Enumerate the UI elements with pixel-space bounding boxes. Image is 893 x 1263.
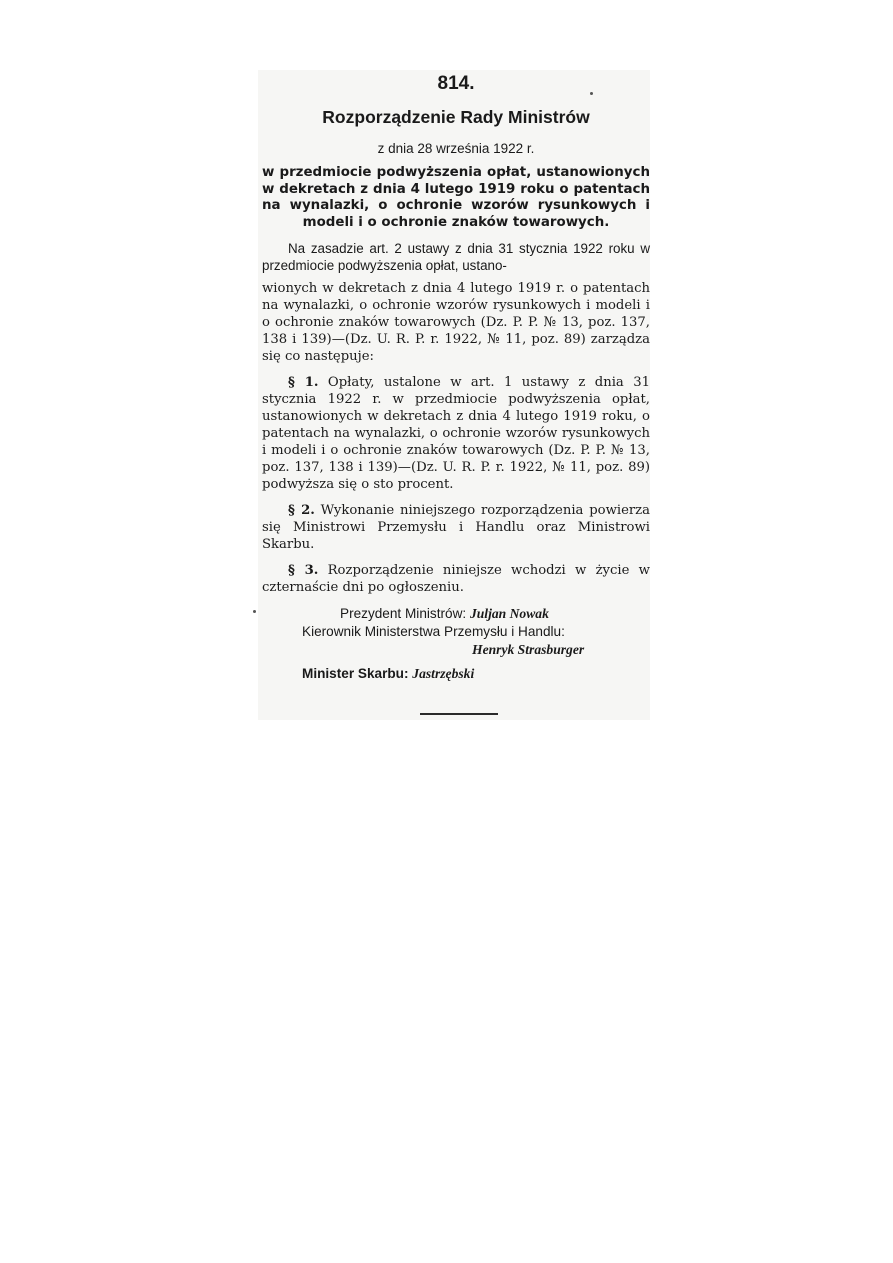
preamble-first-line: Na zasadzie art. 2 ustawy z dnia 31 stycznia 1922 roku w przedmiocie podwyższenia opłat, ustano- (262, 241, 650, 273)
section-2 (262, 502, 650, 553)
document-title: Rozporządzenie Rady Ministrów (322, 107, 590, 127)
signatures-block (262, 605, 650, 683)
document-number: 814. (437, 73, 475, 94)
document-date: z dnia 28 września 1922 r. (377, 141, 535, 156)
signature-industry-name-text: Henryk Strasburger (472, 642, 585, 657)
section-2-label: § 2. (288, 503, 315, 518)
section-1-label: § 1. (288, 375, 319, 390)
section-3-label: § 3. (288, 563, 319, 578)
signature-industry-name (262, 641, 650, 659)
document-subject: w przedmiocie podwyższenia opłat, ustanowionych w dekretach z dnia 4 lutego 1919 roku o patentach na wynalazki, o ochronie wzorów rysunkowych i modeli i o ochronie znaków towarowych. (262, 165, 650, 230)
scan-speck (253, 610, 256, 613)
signature-pm-label: Prezydent Ministrów: (340, 606, 467, 621)
signature-pm-name: Juljan Nowak (469, 606, 549, 621)
preamble-continuation: wionych w dekretach z dnia 4 lutego 1919 r. o patentach na wynalazki, o ochronie wzorów rysunkowych i modeli i o ochronie znaków towarowych (Dz. P. P. № 13, poz. 137, 138 i 139)—(Dz. U. R. P. r. 1922, № 11, poz. 89) zarządza się co następuje: (262, 281, 650, 364)
section-2-text: Wykonanie niniejszego rozporządzenia powierza się Ministrowi Przemysłu i Handlu oraz Ministrowi Skarbu. (262, 503, 650, 552)
scan-speck (590, 92, 593, 95)
section-1-text: Opłaty, ustalone w art. 1 ustawy z dnia 31 stycznia 1922 r. w przedmiocie podwyższenia opłat, ustanowionych w dekretach z dnia 4 lutego 1919 roku, o patentach na wynalazki, o ochronie wzorów rysunkowych i modeli i o ochronie znaków towarowych (Dz. P. P. № 13, poz. 137, 138 i 139)—(Dz. U. R. P. r. 1922, № 11, poz. 89) podwyższa się o sto procent. (262, 375, 650, 492)
signature-industry-label: Kierownik Ministerstwa Przemysłu i Handlu: (302, 624, 565, 639)
signature-treasury-label: Minister Skarbu: (302, 666, 409, 681)
section-3-text: Rozporządzenie niniejsze wchodzi w życie w czternaście dni po ogłoszeniu. (262, 563, 650, 595)
signature-treasury (262, 665, 650, 683)
closing-rule (420, 713, 498, 715)
signature-treasury-name: Jastrzębski (412, 666, 475, 681)
section-1 (262, 374, 650, 493)
document-column (262, 72, 650, 683)
signature-prime-minister (262, 605, 650, 623)
section-3 (262, 562, 650, 596)
